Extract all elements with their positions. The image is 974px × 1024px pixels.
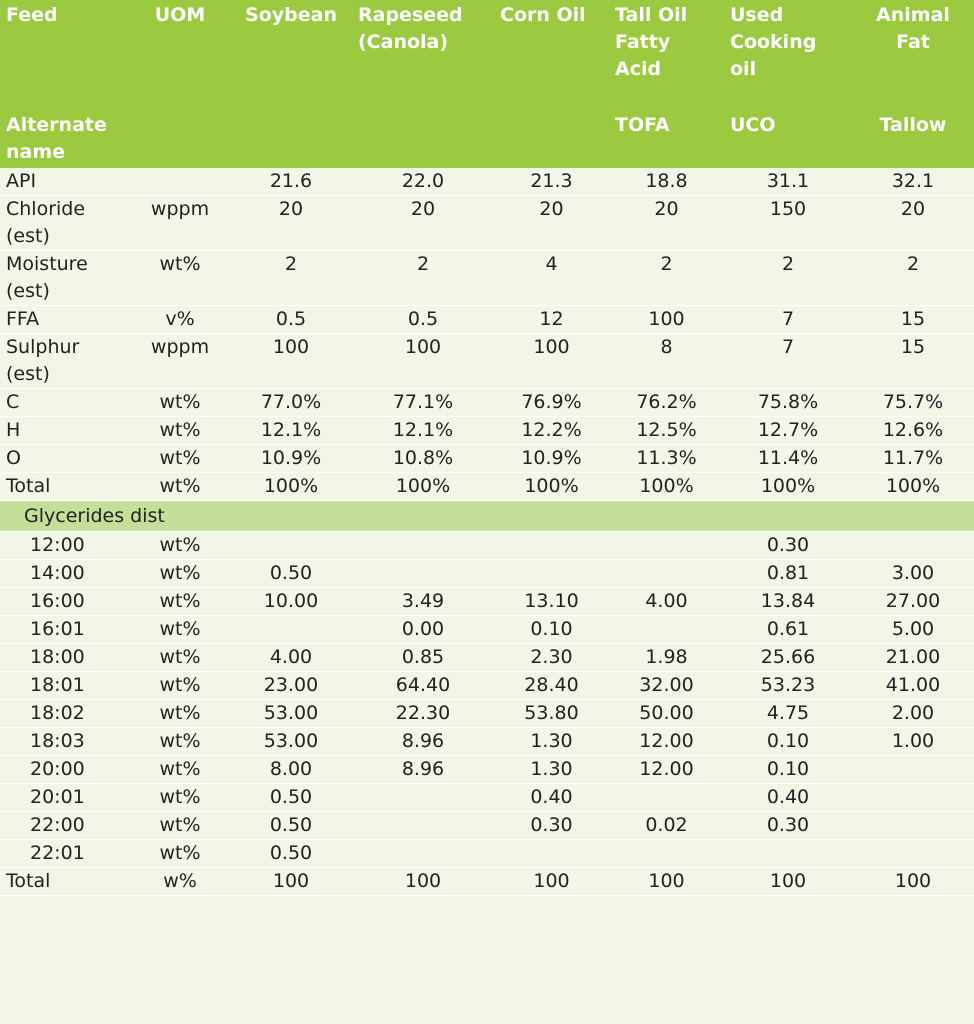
- row-value: [852, 812, 974, 840]
- row-uom: wt%: [130, 644, 230, 672]
- row-value: [230, 532, 352, 560]
- row-value: 4.00: [230, 644, 352, 672]
- table-row: [0, 473, 974, 501]
- table-row: [0, 445, 974, 473]
- row-value: 75.7%: [852, 389, 974, 417]
- row-label: 12:00: [0, 532, 130, 560]
- row-value: 100: [609, 868, 724, 896]
- row-label: 20:01: [0, 784, 130, 812]
- row-label: 22:00: [0, 812, 130, 840]
- row-value: [609, 532, 724, 560]
- table-row: [0, 251, 974, 306]
- row-label: 14:00: [0, 560, 130, 588]
- row-value: 2.00: [852, 700, 974, 728]
- row-value: 77.0%: [230, 389, 352, 417]
- row-value: 0.40: [724, 784, 852, 812]
- row-value: 53.00: [230, 700, 352, 728]
- row-value: 0.30: [494, 812, 609, 840]
- row-label: Moisture (est): [0, 251, 130, 306]
- row-value: 4: [494, 251, 609, 306]
- row-value: [609, 616, 724, 644]
- row-value: 100: [352, 334, 494, 389]
- row-value: 1.30: [494, 756, 609, 784]
- row-value: 0.50: [230, 812, 352, 840]
- table-row: [0, 672, 974, 700]
- row-label: Chloride (est): [0, 196, 130, 251]
- glycerides-section-label: Glycerides dist: [0, 501, 974, 532]
- row-value: 8.00: [230, 756, 352, 784]
- row-value: 12.00: [609, 756, 724, 784]
- header-corn-oil: Corn Oil: [500, 4, 586, 26]
- row-uom: wt%: [130, 812, 230, 840]
- row-value: [609, 560, 724, 588]
- alternate-rapeseed: [352, 112, 494, 168]
- row-value: 0.5: [352, 306, 494, 334]
- row-value: 1.98: [609, 644, 724, 672]
- row-value: 13.84: [724, 588, 852, 616]
- row-label: 18:00: [0, 644, 130, 672]
- row-value: 100%: [230, 473, 352, 501]
- row-value: 12.7%: [724, 417, 852, 445]
- row-value: 100: [724, 868, 852, 896]
- row-value: 0.61: [724, 616, 852, 644]
- table-row: [0, 560, 974, 588]
- row-value: [724, 840, 852, 868]
- row-label: API: [0, 168, 130, 196]
- alternate-corn-oil: [494, 112, 609, 168]
- row-value: 4.75: [724, 700, 852, 728]
- row-value: 0.10: [494, 616, 609, 644]
- row-value: 15: [852, 334, 974, 389]
- row-value: 5.00: [852, 616, 974, 644]
- row-value: 1.30: [494, 728, 609, 756]
- row-value: 76.2%: [609, 389, 724, 417]
- row-uom: wt%: [130, 728, 230, 756]
- header-rapeseed: Rapeseed (Canola): [358, 4, 463, 53]
- row-value: 0.81: [724, 560, 852, 588]
- row-value: 13.10: [494, 588, 609, 616]
- row-label: Total: [0, 473, 130, 501]
- row-value: 2.30: [494, 644, 609, 672]
- row-value: 23.00: [230, 672, 352, 700]
- row-value: 0.10: [724, 728, 852, 756]
- row-value: 0.50: [230, 784, 352, 812]
- row-value: [852, 840, 974, 868]
- row-label: 18:01: [0, 672, 130, 700]
- row-label: O: [0, 445, 130, 473]
- row-label: 22:01: [0, 840, 130, 868]
- table-row: [0, 644, 974, 672]
- row-value: 0.50: [230, 840, 352, 868]
- row-value: 20: [852, 196, 974, 251]
- row-label: Sulphur (est): [0, 334, 130, 389]
- row-value: 20: [352, 196, 494, 251]
- table-row: [0, 756, 974, 784]
- table-row: [0, 306, 974, 334]
- row-value: 75.8%: [724, 389, 852, 417]
- row-value: 12.1%: [230, 417, 352, 445]
- row-uom: wt%: [130, 473, 230, 501]
- row-value: 76.9%: [494, 389, 609, 417]
- table-row: [0, 389, 974, 417]
- row-value: 12.6%: [852, 417, 974, 445]
- row-label: 18:03: [0, 728, 130, 756]
- header-animal-fat: Animal Fat: [876, 4, 950, 53]
- row-value: [352, 840, 494, 868]
- row-value: 18.8: [609, 168, 724, 196]
- row-value: 10.8%: [352, 445, 494, 473]
- row-uom: wppm: [130, 334, 230, 389]
- row-value: 53.80: [494, 700, 609, 728]
- row-label: H: [0, 417, 130, 445]
- table-body: [0, 168, 974, 896]
- table-row: [0, 588, 974, 616]
- row-value: 0.50: [230, 560, 352, 588]
- row-value: 100: [852, 868, 974, 896]
- row-value: 3.00: [852, 560, 974, 588]
- alternate-soybean: [230, 112, 352, 168]
- row-value: [352, 812, 494, 840]
- row-value: 27.00: [852, 588, 974, 616]
- row-value: 7: [724, 306, 852, 334]
- row-value: 21.00: [852, 644, 974, 672]
- row-value: 20: [609, 196, 724, 251]
- row-label: 20:00: [0, 756, 130, 784]
- row-uom: wt%: [130, 560, 230, 588]
- row-value: 0.40: [494, 784, 609, 812]
- header-row: [0, 0, 974, 112]
- row-value: 0.85: [352, 644, 494, 672]
- alternate-tall-oil: TOFA: [615, 114, 670, 136]
- row-value: 2: [609, 251, 724, 306]
- row-value: 10.00: [230, 588, 352, 616]
- row-value: [352, 532, 494, 560]
- row-value: 100%: [724, 473, 852, 501]
- row-value: 25.66: [724, 644, 852, 672]
- table-row: [0, 812, 974, 840]
- row-value: 50.00: [609, 700, 724, 728]
- row-value: 53.23: [724, 672, 852, 700]
- row-value: 100: [230, 868, 352, 896]
- row-value: [230, 616, 352, 644]
- row-value: 10.9%: [494, 445, 609, 473]
- row-value: 22.30: [352, 700, 494, 728]
- row-value: 100: [494, 868, 609, 896]
- row-value: 0.30: [724, 812, 852, 840]
- table-row: [0, 784, 974, 812]
- row-uom: wt%: [130, 784, 230, 812]
- row-value: 8.96: [352, 756, 494, 784]
- alternate-uom: [130, 112, 230, 168]
- row-value: 100: [352, 868, 494, 896]
- row-value: 1.00: [852, 728, 974, 756]
- table-row: [0, 700, 974, 728]
- row-value: 32.1: [852, 168, 974, 196]
- row-uom: wt%: [130, 616, 230, 644]
- glycerides-section-row: [0, 501, 974, 532]
- header-uom: UOM: [154, 4, 206, 26]
- table-row: [0, 532, 974, 560]
- row-uom: wt%: [130, 389, 230, 417]
- row-value: 0.10: [724, 756, 852, 784]
- header-tall-oil: Tall Oil Fatty Acid: [615, 4, 688, 80]
- alternate-used-cooking-oil: UCO: [730, 114, 776, 136]
- row-value: [494, 840, 609, 868]
- header-feed: Feed: [6, 4, 58, 26]
- row-value: 100%: [609, 473, 724, 501]
- row-value: 11.4%: [724, 445, 852, 473]
- alternate-animal-fat: Tallow: [879, 114, 947, 136]
- row-value: 100: [494, 334, 609, 389]
- row-uom: wt%: [130, 532, 230, 560]
- row-value: [852, 784, 974, 812]
- row-value: 28.40: [494, 672, 609, 700]
- row-value: 12: [494, 306, 609, 334]
- row-label: 18:02: [0, 700, 130, 728]
- row-uom: v%: [130, 306, 230, 334]
- table-row: [0, 728, 974, 756]
- row-value: 7: [724, 334, 852, 389]
- row-value: 2: [724, 251, 852, 306]
- row-value: 0.5: [230, 306, 352, 334]
- row-value: 100: [609, 306, 724, 334]
- row-value: 8.96: [352, 728, 494, 756]
- row-label: 16:01: [0, 616, 130, 644]
- table-row: [0, 196, 974, 251]
- row-value: 0.30: [724, 532, 852, 560]
- table-row: [0, 334, 974, 389]
- table-row: [0, 868, 974, 896]
- row-value: 2: [230, 251, 352, 306]
- header-soybean: Soybean: [245, 4, 337, 26]
- row-value: [852, 756, 974, 784]
- row-value: 2: [352, 251, 494, 306]
- row-value: 32.00: [609, 672, 724, 700]
- row-value: [494, 532, 609, 560]
- row-value: 11.7%: [852, 445, 974, 473]
- row-value: 100%: [852, 473, 974, 501]
- row-uom: [130, 168, 230, 196]
- row-value: 64.40: [352, 672, 494, 700]
- row-value: 11.3%: [609, 445, 724, 473]
- row-label: 16:00: [0, 588, 130, 616]
- row-value: 100%: [494, 473, 609, 501]
- row-value: 20: [494, 196, 609, 251]
- alternate-name-label: Alternate name: [6, 114, 107, 163]
- row-uom: wt%: [130, 445, 230, 473]
- row-value: 21.3: [494, 168, 609, 196]
- row-value: [494, 560, 609, 588]
- table-row: [0, 417, 974, 445]
- row-value: 150: [724, 196, 852, 251]
- row-value: 77.1%: [352, 389, 494, 417]
- table-row: [0, 168, 974, 196]
- row-value: 15: [852, 306, 974, 334]
- row-value: [852, 532, 974, 560]
- row-value: 12.2%: [494, 417, 609, 445]
- row-uom: wt%: [130, 840, 230, 868]
- row-uom: wt%: [130, 588, 230, 616]
- header-used-cooking-oil: Used Cooking oil: [730, 4, 817, 80]
- row-value: 100: [230, 334, 352, 389]
- row-value: [352, 784, 494, 812]
- alternate-name-row: [0, 112, 974, 168]
- row-value: 100%: [352, 473, 494, 501]
- table-row: [0, 616, 974, 644]
- row-uom: w%: [130, 868, 230, 896]
- row-uom: wt%: [130, 417, 230, 445]
- table-row: [0, 840, 974, 868]
- row-value: 12.00: [609, 728, 724, 756]
- row-value: 20: [230, 196, 352, 251]
- row-value: 4.00: [609, 588, 724, 616]
- row-value: 21.6: [230, 168, 352, 196]
- row-uom: wt%: [130, 700, 230, 728]
- row-value: 22.0: [352, 168, 494, 196]
- row-label: Total: [0, 868, 130, 896]
- row-uom: wppm: [130, 196, 230, 251]
- row-value: 10.9%: [230, 445, 352, 473]
- row-value: 3.49: [352, 588, 494, 616]
- row-value: 0.02: [609, 812, 724, 840]
- row-value: 2: [852, 251, 974, 306]
- row-value: 31.1: [724, 168, 852, 196]
- row-uom: wt%: [130, 756, 230, 784]
- row-value: [609, 840, 724, 868]
- row-uom: wt%: [130, 251, 230, 306]
- row-value: 0.00: [352, 616, 494, 644]
- row-value: 53.00: [230, 728, 352, 756]
- row-value: [609, 784, 724, 812]
- row-label: FFA: [0, 306, 130, 334]
- row-value: 8: [609, 334, 724, 389]
- row-value: 12.1%: [352, 417, 494, 445]
- row-value: 12.5%: [609, 417, 724, 445]
- row-value: 41.00: [852, 672, 974, 700]
- row-value: [352, 560, 494, 588]
- row-label: C: [0, 389, 130, 417]
- row-uom: wt%: [130, 672, 230, 700]
